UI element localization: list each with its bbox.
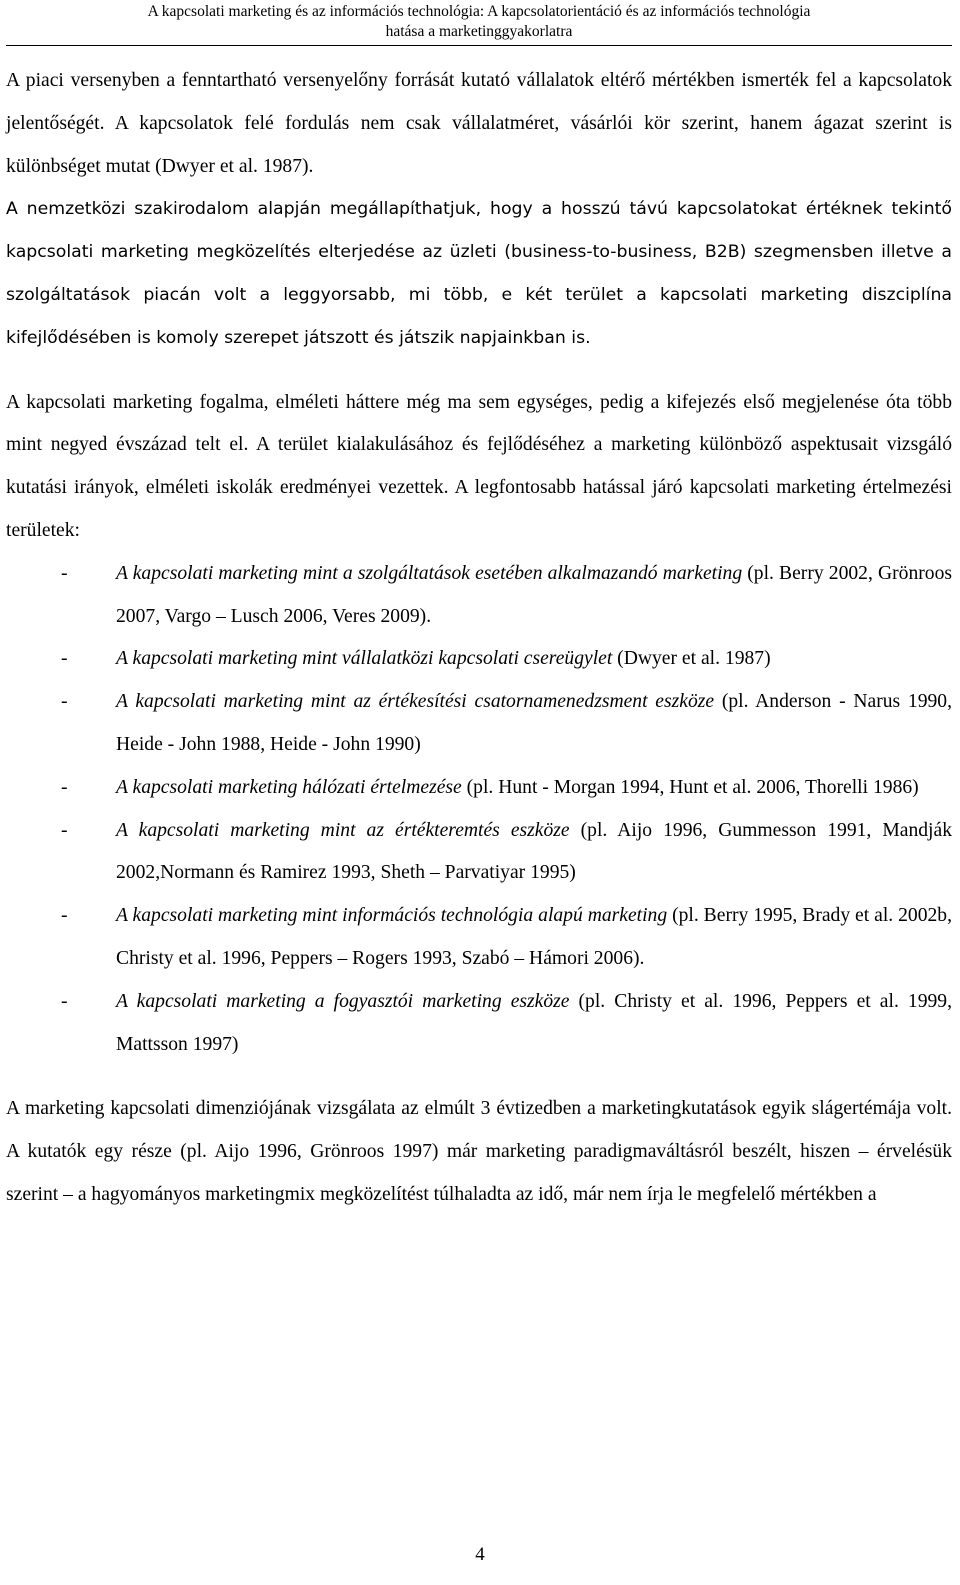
list-item	[6, 681, 952, 767]
list-item-citation: (Dwyer et al. 1987)	[612, 648, 771, 670]
list-dash: -	[61, 776, 68, 798]
interpretation-list	[6, 553, 952, 1067]
paragraph-2-text: A nemzetközi szakirodalom alapján megállapíthatjuk, hogy a hosszú távú kapcsolatokat értéknek tekintő kapcsolati marketing megközelítés elterjedése az üzleti (business-to-business, B2B) szegmensben illetve a szolgáltatások piacán volt a leggyorsabb, mi több, e két terület a kapcsolati marketing diszciplína kifejlődésében is komoly szerepet játszott és játszik napjainkban is.	[6, 199, 952, 348]
list-item	[6, 981, 952, 1067]
list-dash: -	[61, 819, 68, 841]
list-item-citation: (pl. Aijo 1996, Gummesson 1991, Mandják 2002,Normann és Ramirez 1993, Sheth – Parvatiyar 1995)	[116, 819, 952, 884]
list-dash: -	[61, 905, 68, 927]
list-item-title: A kapcsolati marketing mint az értékteremtés eszköze	[116, 819, 570, 841]
list-item	[6, 810, 952, 896]
list-item	[6, 895, 952, 981]
list-item	[6, 553, 952, 639]
list-item	[6, 767, 952, 810]
list-item-citation: (pl. Christy et al. 1996, Peppers et al. 1999, Mattsson 1997)	[116, 990, 952, 1055]
list-item-title: A kapcsolati marketing mint információs technológia alapú marketing	[116, 905, 668, 927]
list-item-citation: (pl. Berry 1995, Brady et al. 2002b, Christy et al. 1996, Peppers – Rogers 1993, Szabó – Hámori 2006).	[116, 905, 952, 969]
list-dash: -	[61, 691, 68, 713]
running-header-line-2: hatása a marketinggyakorlatra	[385, 23, 573, 40]
list-item-citation: (pl. Berry 2002, Grönroos 2007, Vargo – Lusch 2006, Veres 2009).	[116, 562, 952, 627]
list-item-title: A kapcsolati marketing mint az értékesítési csatornamenedzsment eszköze	[116, 691, 715, 713]
paragraph-3: A kapcsolati marketing fogalma, elméleti háttere még ma sem egységes, pedig a kifejezés első megjelenése óta több mint negyed évszázad telt el. A terület kialakulásához és fejlődéséhez a marketing különböző aspektusait vizsgáló kutatási irányok, elméleti iskolák eredményei vezettek. A legfontosabb hatással járó kapcsolati marketing értelmezési területek:	[6, 391, 952, 541]
list-item-title: A kapcsolati marketing mint a szolgáltatások esetében alkalmazandó marketing	[116, 562, 743, 584]
list-dash: -	[61, 648, 68, 670]
paragraph-2	[6, 188, 952, 359]
list-item-title: A kapcsolati marketing a fogyasztói marketing eszköze	[116, 990, 570, 1012]
list-dash: -	[61, 990, 68, 1012]
page-number: 4	[475, 1544, 485, 1565]
paragraph-4: A marketing kapcsolati dimenziójának vizsgálata az elmúlt 3 évtizedben a marketingkutatások egyik slágertémája volt. A kutatók egy része (pl. Aijo 1996, Grönroos 1997) már marketing paradigmaváltásról beszélt, hiszen – érvelésük szerint – a hagyományos marketingmix megközelítést túlhaladta az idő, már nem írja le megfelelő mértékben a	[6, 1098, 952, 1205]
paragraph-1: A piaci versenyben a fenntartható versenyelőny forrását kutató vállalatok eltérő mértékben ismerték fel a kapcsolatok jelentőségét. A kapcsolatok felé fordulás nem csak vállalatméret, vásárlói kör szerint, hanem ágazat szerint is különbséget mutat (Dwyer et al. 1987).	[6, 70, 952, 177]
list-item-title: A kapcsolati marketing hálózati értelmezése	[116, 776, 462, 798]
list-item-citation: (pl. Hunt - Morgan 1994, Hunt et al. 2006, Thorelli 1986)	[461, 776, 919, 798]
list-item-citation: (pl. Anderson - Narus 1990, Heide - John 1988, Heide - John 1990)	[116, 691, 952, 755]
running-header-line-1: A kapcsolati marketing és az információs technológia: A kapcsolatorientáció és az információs technológia	[147, 3, 811, 20]
list-item	[6, 638, 952, 681]
list-dash: -	[61, 562, 68, 584]
list-item-title: A kapcsolati marketing mint vállalatközi kapcsolati csereügylet	[116, 648, 613, 670]
running-header	[6, 0, 952, 46]
